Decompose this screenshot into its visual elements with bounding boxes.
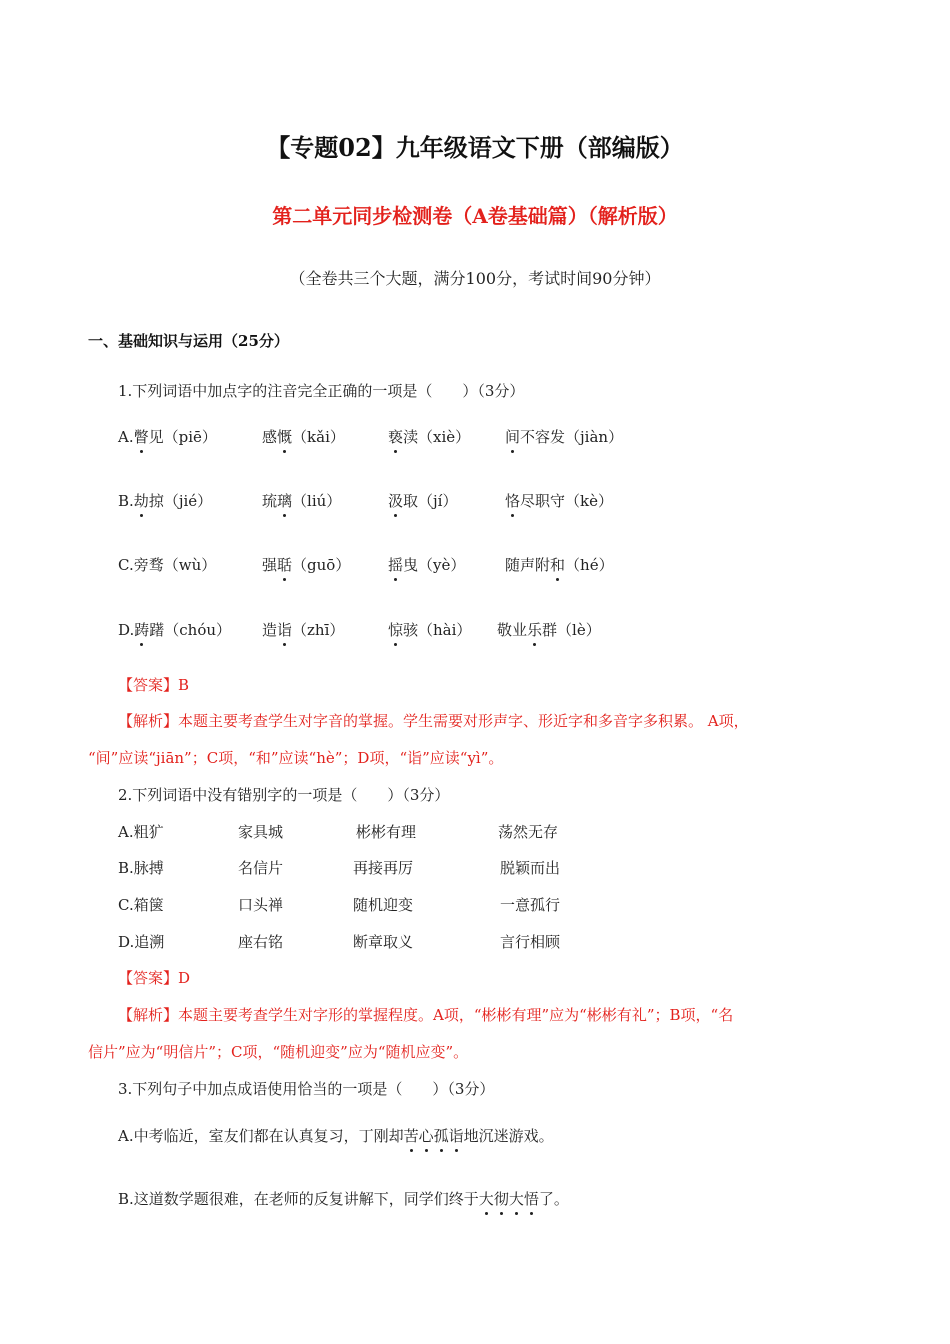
text-segment: 骇（hài） xyxy=(403,621,472,639)
text-segment: 取（jí） xyxy=(403,492,458,510)
q2-option-b: B.脉搏 xyxy=(118,859,164,877)
q1-option-d-word4 xyxy=(497,619,601,640)
text-segment: 敬业 xyxy=(497,621,528,639)
dotted-char: 汲 xyxy=(388,492,404,510)
q1-option-b-word4 xyxy=(505,490,613,511)
text-segment: （hé） xyxy=(565,556,614,574)
q2-option-a-word3: 彬彬有理 xyxy=(356,823,417,841)
text-segment: （wù） xyxy=(163,556,217,574)
text-segment: B. xyxy=(118,492,134,510)
dotted-char: 和 xyxy=(550,556,566,574)
q3-option-a xyxy=(118,1125,554,1146)
text-segment: A. xyxy=(118,428,134,446)
text-segment: 掠（jié） xyxy=(148,492,213,510)
q2-analysis-line2: 信片”应为“明信片”；C项，“随机迎变”应为“随机应变”。 xyxy=(88,1043,469,1061)
text-segment: 了。 xyxy=(538,1190,569,1208)
text-segment: （liú） xyxy=(292,492,342,510)
question-1-stem: 1.下列词语中加点字的注音完全正确的一项是（ ）（3分） xyxy=(118,382,525,400)
dotted-char: 间 xyxy=(505,428,521,446)
q2-option-c-word2: 口头禅 xyxy=(238,896,284,914)
q2-option-a: A.粗犷 xyxy=(118,823,164,841)
q2-option-a-word4: 荡然无存 xyxy=(498,823,559,841)
text-segment: 见（piē） xyxy=(148,428,217,446)
text-segment: 渎（xiè） xyxy=(403,428,471,446)
page-subtitle: 第二单元同步检测卷（A卷基础篇）（解析版） xyxy=(272,204,678,228)
section-heading: 一、基础知识与运用（25分） xyxy=(88,332,289,350)
q2-option-c-word3: 随机迎变 xyxy=(353,896,414,914)
text-segment: 躇（chóu） xyxy=(149,621,232,639)
q1-option-b xyxy=(118,490,212,511)
text-segment: 曳（yè） xyxy=(403,556,466,574)
text-segment: 随声附 xyxy=(505,556,551,574)
q2-option-d-word4: 言行相顾 xyxy=(500,933,561,951)
q2-analysis-line1: 【解析】本题主要考查学生对字形的掌握程度。A项，“彬彬有理”应为“彬彬有礼”；B项，“名 xyxy=(118,1006,734,1024)
q1-option-c xyxy=(118,554,216,575)
text-segment: B.这道数学题很难，在老师的反复讲解下，同学们终于 xyxy=(118,1190,479,1208)
q1-option-a-word3 xyxy=(388,426,470,447)
q1-option-c-word2 xyxy=(262,554,350,575)
q1-option-b-word2 xyxy=(262,490,341,511)
q1-analysis-line1: 【解析】本题主要考查学生对字音的掌握。学生需要对形声字、形近字和多音字多积累。 A项， xyxy=(118,712,749,730)
q1-option-d xyxy=(118,619,231,640)
dotted-char: 惊 xyxy=(388,621,404,639)
dotted-char: 苦 xyxy=(403,1127,419,1145)
dotted-char: 孤 xyxy=(433,1127,449,1145)
q1-option-d-word2 xyxy=(262,619,344,640)
dotted-char: 瞥 xyxy=(133,428,149,446)
q2-answer: 【答案】D xyxy=(118,969,191,987)
text-segment: （zhī） xyxy=(292,621,345,639)
q2-option-d: D.追溯 xyxy=(118,933,165,951)
dotted-char: 诣 xyxy=(277,621,293,639)
dotted-char: 心 xyxy=(418,1127,434,1145)
q1-answer: 【答案】B xyxy=(118,676,190,694)
dotted-char: 踌 xyxy=(134,621,150,639)
q2-option-d-word2: 座右铭 xyxy=(238,933,284,951)
dotted-char: 悟 xyxy=(523,1190,539,1208)
dotted-char: 摇 xyxy=(388,556,404,574)
text-segment: 地沉迷游戏。 xyxy=(463,1127,554,1145)
exam-note: （全卷共三个大题，满分100分，考试时间90分钟） xyxy=(289,269,661,288)
q1-option-a-word4 xyxy=(505,426,623,447)
text-segment: D. xyxy=(118,621,135,639)
text-segment: （guō） xyxy=(292,556,351,574)
text-segment: 感 xyxy=(262,428,278,446)
dotted-char: 聒 xyxy=(277,556,293,574)
q1-option-a xyxy=(118,426,217,447)
dotted-char: 璃 xyxy=(277,492,293,510)
dotted-char: 诣 xyxy=(448,1127,464,1145)
text-segment: A.中考临近，室友们都在认真复习，丁刚却 xyxy=(118,1127,404,1145)
q1-analysis-line2: “间”应读“jiān”；C项，“和”应读“hè”；D项，“诣”应读“yì”。 xyxy=(88,749,504,767)
question-2-stem: 2.下列词语中没有错别字的一项是（ ）（3分） xyxy=(118,786,450,804)
page-title: 【专题02】九年级语文下册（部编版） xyxy=(266,133,684,162)
q2-option-c-word4: 一意孤行 xyxy=(500,896,561,914)
dotted-char: 慨 xyxy=(277,428,293,446)
q2-option-a-word2: 家具城 xyxy=(238,823,284,841)
text-segment: 旁骛 xyxy=(133,556,164,574)
text-segment: 造 xyxy=(262,621,278,639)
q2-option-b-word4: 脱颖而出 xyxy=(500,859,561,877)
dotted-char: 恪 xyxy=(505,492,521,510)
dotted-char: 大 xyxy=(508,1190,524,1208)
q1-option-a-word2 xyxy=(262,426,345,447)
dotted-char: 乐 xyxy=(527,621,543,639)
q2-option-d-word3: 断章取义 xyxy=(353,933,414,951)
text-segment: 群（lè） xyxy=(542,621,601,639)
q2-option-c: C.箱箧 xyxy=(118,896,164,914)
question-3-stem: 3.下列句子中加点成语使用恰当的一项是（ ）（3分） xyxy=(118,1080,495,1098)
q1-option-b-word3 xyxy=(388,490,457,511)
text-segment: 琉 xyxy=(262,492,278,510)
q2-option-b-word2: 名信片 xyxy=(238,859,284,877)
text-segment: 强 xyxy=(262,556,278,574)
text-segment: （kǎi） xyxy=(292,428,345,446)
dotted-char: 亵 xyxy=(388,428,404,446)
q1-option-d-word3 xyxy=(388,619,471,640)
q1-option-c-word3 xyxy=(388,554,465,575)
dotted-char: 大 xyxy=(478,1190,494,1208)
dotted-char: 彻 xyxy=(493,1190,509,1208)
dotted-char: 劫 xyxy=(133,492,149,510)
text-segment: 尽职守（kè） xyxy=(520,492,613,510)
text-segment: 不容发（jiàn） xyxy=(520,428,624,446)
q2-option-b-word3: 再接再厉 xyxy=(353,859,414,877)
text-segment: C. xyxy=(118,556,134,574)
q3-option-b xyxy=(118,1188,569,1209)
q1-option-c-word4 xyxy=(505,554,614,575)
